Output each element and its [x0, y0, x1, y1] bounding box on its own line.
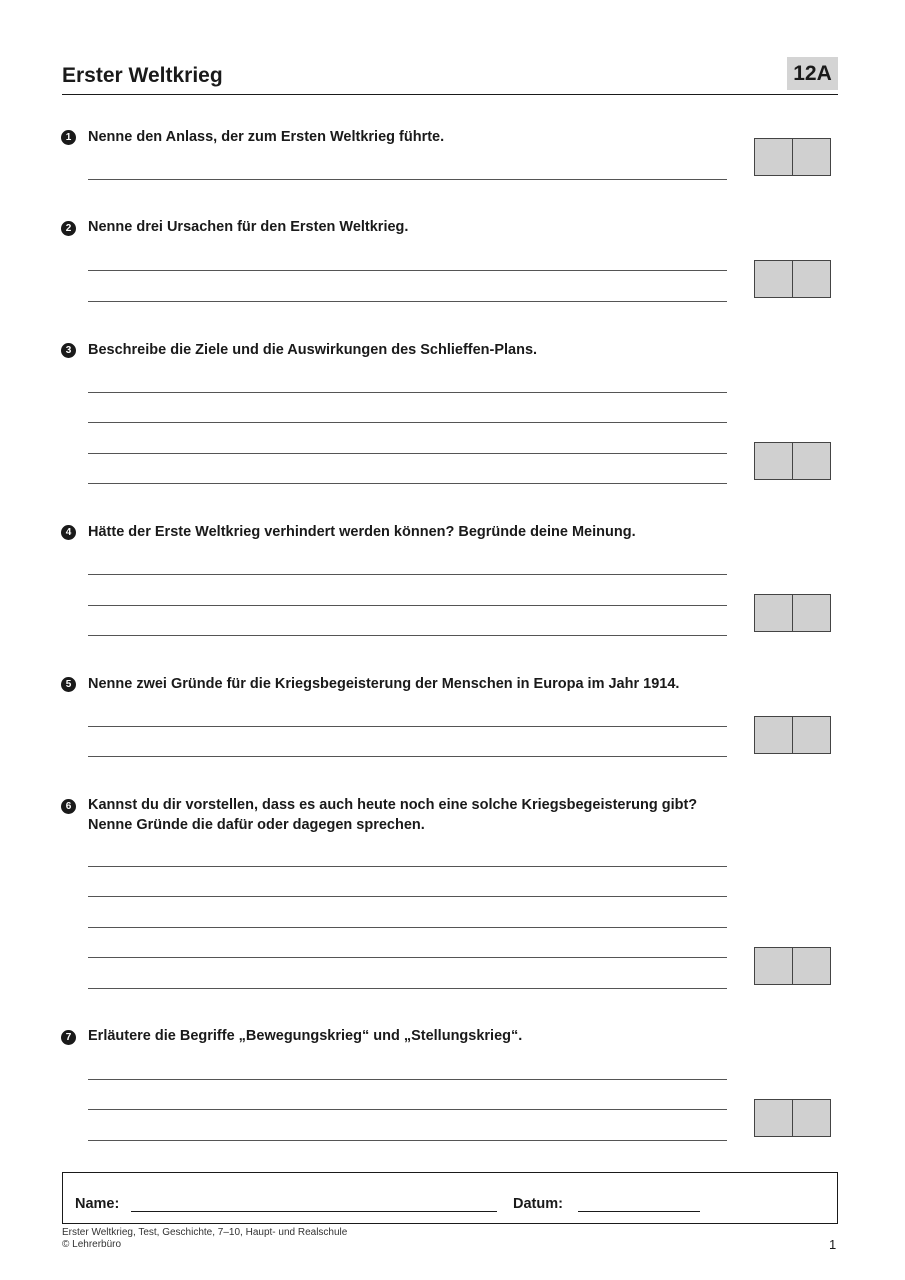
score-cell[interactable] [755, 139, 792, 175]
score-cell[interactable] [755, 261, 792, 297]
question-7-answer-line[interactable] [88, 1079, 727, 1080]
question-6-answer-line[interactable] [88, 957, 727, 958]
score-cell[interactable] [755, 717, 792, 753]
question-3-score-box[interactable] [754, 442, 831, 480]
score-cell[interactable] [792, 717, 830, 753]
question-3-answer-line[interactable] [88, 453, 727, 454]
name-date-box [62, 1172, 838, 1224]
question-4-number-icon: 4 [61, 525, 76, 540]
question-2-answer-line[interactable] [88, 301, 727, 302]
date-label: Datum: [513, 1196, 563, 1212]
question-5-answer-line[interactable] [88, 756, 727, 757]
question-2-number-icon: 2 [61, 221, 76, 236]
question-3-answer-line[interactable] [88, 422, 727, 423]
name-field[interactable] [131, 1211, 497, 1212]
question-7-answer-line[interactable] [88, 1140, 727, 1141]
question-1-number-icon: 1 [61, 130, 76, 145]
source-note: Erster Weltkrieg, Test, Geschichte, 7–10, Haupt- und Realschule [62, 1227, 348, 1238]
question-2-text: Nenne drei Ursachen für den Ersten Weltkrieg. [88, 219, 409, 235]
question-2-score-box[interactable] [754, 260, 831, 298]
score-cell[interactable] [792, 1100, 830, 1136]
score-cell[interactable] [755, 948, 792, 984]
question-7-number-icon: 7 [61, 1030, 76, 1045]
question-6-text-continued: Nenne Gründe die dafür oder dagegen sprechen. [88, 817, 425, 833]
question-3-answer-line[interactable] [88, 392, 727, 393]
question-7-text: Erläutere die Begriffe „Bewegungskrieg“ und „Stellungskrieg“. [88, 1028, 523, 1044]
page-title: Erster Weltkrieg [62, 64, 223, 87]
question-5-score-box[interactable] [754, 716, 831, 754]
question-7-answer-line[interactable] [88, 1109, 727, 1110]
score-cell[interactable] [755, 1100, 792, 1136]
question-6-answer-line[interactable] [88, 866, 727, 867]
score-cell[interactable] [755, 595, 792, 631]
question-1-text: Nenne den Anlass, der zum Ersten Weltkrieg führte. [88, 129, 445, 145]
score-cell[interactable] [755, 443, 792, 479]
question-6-answer-line[interactable] [88, 988, 727, 989]
question-6-score-box[interactable] [754, 947, 831, 985]
question-4-score-box[interactable] [754, 594, 831, 632]
score-cell[interactable] [792, 139, 830, 175]
question-4-answer-line[interactable] [88, 635, 727, 636]
question-1-score-box[interactable] [754, 138, 831, 176]
question-1-answer-line[interactable] [88, 179, 727, 180]
question-2-answer-line[interactable] [88, 270, 727, 271]
question-4-text: Hätte der Erste Weltkrieg verhindert werden können? Begründe deine Meinung. [88, 524, 636, 540]
score-cell[interactable] [792, 443, 830, 479]
question-6-answer-line[interactable] [88, 927, 727, 928]
question-6-answer-line[interactable] [88, 896, 727, 897]
question-4-answer-line[interactable] [88, 574, 727, 575]
question-3-answer-line[interactable] [88, 483, 727, 484]
question-6-number-icon: 6 [61, 799, 76, 814]
score-cell[interactable] [792, 261, 830, 297]
page-number: 1 [829, 1237, 837, 1252]
test-code-badge: 12A [787, 57, 838, 90]
name-label: Name: [75, 1196, 120, 1212]
question-7-score-box[interactable] [754, 1099, 831, 1137]
question-3-number-icon: 3 [61, 343, 76, 358]
question-6-text: Kannst du dir vorstellen, dass es auch heute noch eine solche Kriegsbegeisterung gibt? [88, 797, 698, 813]
header-divider [62, 94, 838, 95]
question-5-number-icon: 5 [61, 677, 76, 692]
date-field[interactable] [578, 1211, 700, 1212]
score-cell[interactable] [792, 595, 830, 631]
copyright-note: © Lehrerbüro [62, 1239, 122, 1250]
question-5-answer-line[interactable] [88, 726, 727, 727]
question-5-text: Nenne zwei Gründe für die Kriegsbegeisterung der Menschen in Europa im Jahr 1914. [88, 676, 680, 692]
question-4-answer-line[interactable] [88, 605, 727, 606]
score-cell[interactable] [792, 948, 830, 984]
question-3-text: Beschreibe die Ziele und die Auswirkungen des Schlieffen-Plans. [88, 342, 538, 358]
